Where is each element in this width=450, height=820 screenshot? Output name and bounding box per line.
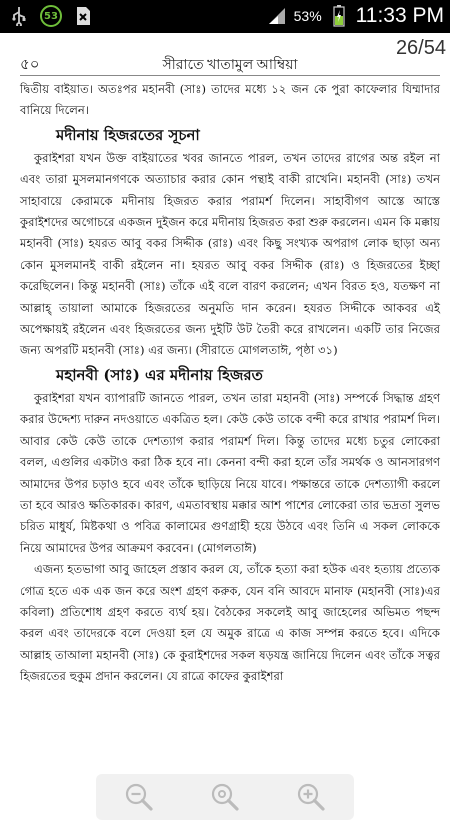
status-bar-right [266, 4, 444, 28]
paragraph: এজন্য হতভাগা আবু জাহেল প্রস্তাব করল যে, তাঁকে হত্যা করা হউক এবং হত্যায় প্রত্যেক গোত্র হতে এক এক জন করে অংশ গ্রহণ করুক, যেন বনি আবদে মানাফ (মহানবী (সাঃ)এর কবিলা) প্রতিশোধ গ্রহণ করতে ব্যর্থ হয়। বৈঠকের সকলেই আবু জাহেলের অভিমত পছন্দ করল এবং তাদেরকে বলে দেওয়া হল যে অমুক রাত্রে এ কাজ সম্পন্ন করতে হবে। এদিকে আল্লাহ তাআলা মহানবী (সাঃ) কে কুরাইশদের সকল ষড়যন্ত্র জানিয়ে দিলেন এবং তাঁকে সত্বর হিজরতের হুকুম প্রদান করলেন। যে রাত্রে কাফের কুরাইশরা [20, 562, 440, 684]
page-number: ৫০ [20, 57, 40, 73]
signal-icon [266, 5, 288, 27]
paragraph: কুরাইশরা যখন উক্ত বাইয়াতের খবর জানতে পারল, তখন তাদের রাগের অন্ত রইল না এবং তারা মুসলমানগণকে অত্যাচার করার কোন পন্থাই বাকী রাখেনি। মহানবী (সাঃ) তখন সাহাবায়ে কেরামকে মদীনায় হিজরত করার পরামর্শ দিলেন। সাহাবীগণ আস্তে আস্তে কুরাইশদের অগোচরে একজন দুইজন করে মদীনায় হিজরত করা শুরু করলেন। এমন কি মক্কায় মহানবী (সাঃ) হযরত আবু বকর সিদ্দীক (রাঃ) এবং কিছু সংখ্যক অপরাগ লোক ছাড়া অন্য কোন মুসলমানই বাকী রইলেন না। হযরত আবু বকর সিদ্দীক (রাঃ) ও হিজরতের ইচ্ছা করেছিলেন। কিন্তু মহানবী (সাঃ) তাঁকে এই বলে বারণ করলেন; এখন বিরত হও, যতক্ষণ না আল্লাহ্ তায়ালা আমাকে হিজরতের অনুমতি দান করেন। হযরত সিদ্দীকে আকবর এই অপেক্ষায়ই রইলেন এবং হিজরতের জন্য দুইটি উট তৈরী করে রাখলেন। একটি তার নিজের জন্য অপরটি মহানবী (সাঃ) এর জন্য। (সীরাতে মোগলতাঈ, পৃষ্ঠা ৩১) [20, 150, 440, 358]
paragraph: কুরাইশরা যখন ব্যাপারটি জানতে পারল, তখন তারা মহানবী (সাঃ) সম্পর্কে সিদ্ধান্ত গ্রহণ করার উদ্দেশ্য দারুন নদওয়াতে একত্রিত হল। কেউ কেউ তাকে বন্দী করে রাখার পরামর্শ দিল। আবার কেউ কেউ তাকে দেশত্যাগ করার পরামর্শ দিল। কিন্তু তাদের মধ্যে চতুর লোকেরা বলল, এগুলির একটাও করা ঠিক হবে না। কেননা বন্দী করা হলে তাঁর সমর্থক ও আনসারগণ আমাদের উপর চড়াও হবে এবং তাঁকে ছাড়িয়ে নিয়ে যাবে। পক্ষান্তরে তাকে দেশত্যাগী করলে তা হবে আরও ক্ষতিকারক। কারণ, এমতাবস্থায় মক্কার আশ পাশের লোকেরা তার ভদ্রতা সুলভ চরিত মাধুর্য, মিষ্টকথা ও পবিত্র কালামের গুণগ্রাহী হয়ে উঠবে এবং তিনি এ সকল লোককে নিয়ে আমাদের উপর আক্রমণ করবেন। (মোগলতাঈ) [20, 390, 440, 555]
battery-icon [328, 5, 350, 27]
document-icon[interactable] [72, 5, 94, 27]
battery-percent: 53% [293, 8, 322, 24]
clock: 11:33 PM [355, 4, 444, 27]
section-heading: মহানবী (সাঃ) এর মদীনায় হিজরত [56, 365, 263, 384]
section-heading: মদীনায় হিজরতের সূচনা [56, 125, 200, 144]
zoom-reset-icon[interactable] [208, 780, 242, 814]
usb-icon [8, 5, 30, 27]
reader-page[interactable] [0, 33, 450, 800]
status-bar-left [8, 5, 94, 27]
notification-badge-icon[interactable]: 53 [40, 5, 62, 27]
paragraph: দ্বিতীয় বাইয়াত। অতঃপর মহানবী (সাঃ) তাদের মধ্যে ১২ জন কে পুরা কাফেলার যিম্মাদার বানিয়ে দিলেন। [20, 82, 440, 118]
zoom-controls [96, 774, 354, 820]
running-title: সীরাতে খাতামুল আম্বিয়া [162, 58, 298, 73]
page-content [20, 79, 440, 688]
zoom-in-icon[interactable] [294, 780, 328, 814]
header-divider [20, 75, 440, 76]
zoom-out-icon[interactable] [122, 780, 156, 814]
page-indicator: 26/54 [395, 37, 446, 59]
status-bar [0, 0, 450, 33]
running-header [20, 53, 440, 73]
